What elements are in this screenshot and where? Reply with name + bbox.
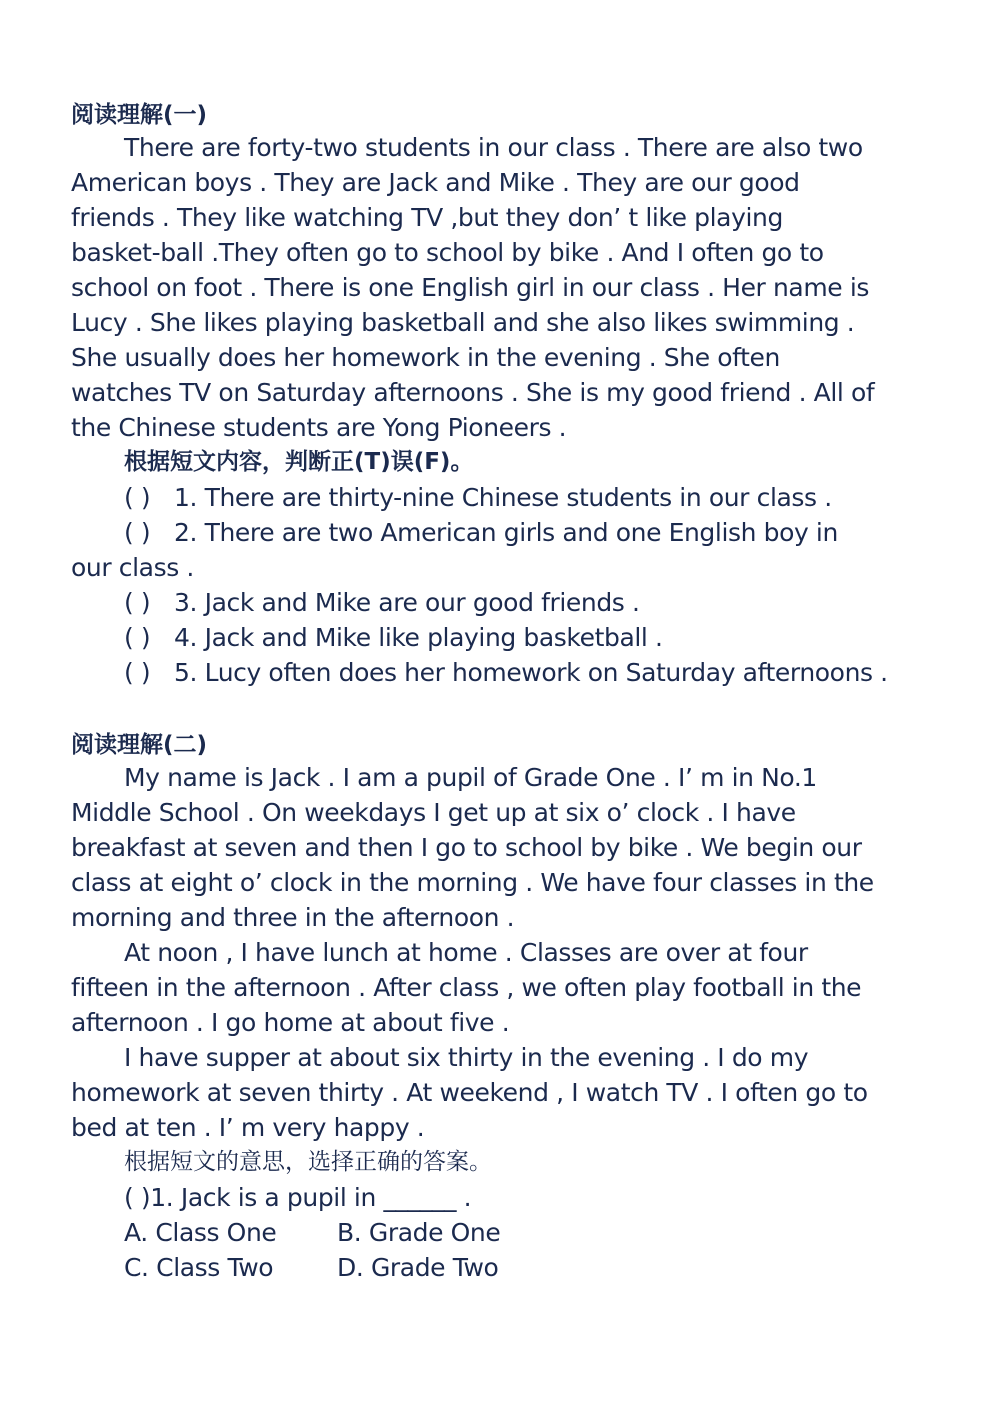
answer-bracket[interactable]: ( ) — [124, 483, 151, 512]
section1-questions — [71, 480, 927, 690]
section1-passage — [71, 130, 927, 445]
answer-bracket[interactable]: ( ) — [124, 588, 151, 617]
section1-heading: 阅读理解(一) — [71, 102, 208, 128]
passage-line: At noon , I have lunch at home . Classes are over at four — [124, 938, 808, 967]
section2-heading: 阅读理解(二) — [71, 732, 208, 758]
passage-line: bed at ten . I’ m very happy . — [71, 1113, 425, 1142]
answer-bracket[interactable]: ( ) — [124, 623, 151, 652]
section2-instruction: 根据短文的意思，选择正确的答案。 — [124, 1149, 492, 1175]
passage-line: Lucy . She likes playing basketball and she also likes swimming . — [71, 308, 855, 337]
section2-paragraph2 — [71, 935, 927, 1040]
question-text: 1. There are thirty-nine Chinese students in our class . — [174, 483, 832, 512]
passage-line: watches TV on Saturday afternoons . She is my good friend . All of — [71, 378, 875, 407]
question-item — [71, 585, 927, 620]
passage-line: class at eight o’ clock in the morning . We have four classes in the — [71, 868, 874, 897]
question-text: 5. Lucy often does her homework on Saturday afternoons . — [174, 658, 888, 687]
passage-line: breakfast at seven and then I go to school by bike . We begin our — [71, 833, 862, 862]
question-item — [71, 480, 927, 515]
passage-line: the Chinese students are Yong Pioneers . — [71, 413, 567, 442]
passage-line: American boys . They are Jack and Mike . They are our good — [71, 168, 800, 197]
passage-line: homework at seven thirty . At weekend , I watch TV . I often go to — [71, 1078, 868, 1107]
passage-line: My name is Jack . I am a pupil of Grade One . I’ m in No.1 — [124, 763, 817, 792]
passage-line: afternoon . I go home at about five . — [71, 1008, 510, 1037]
passage-line: fifteen in the afternoon . After class , we often play football in the — [71, 973, 862, 1002]
section1-instruction: 根据短文内容，判断正(T)误(F)。 — [124, 449, 474, 475]
question-item — [71, 655, 927, 690]
passage-line: There are forty-two students in our class . There are also two — [124, 133, 863, 162]
question-text: 3. Jack and Mike are our good friends . — [174, 588, 640, 617]
question-continuation: our class . — [71, 553, 194, 582]
passage-line: school on foot . There is one English girl in our class . Her name is — [71, 273, 869, 302]
option-a[interactable]: A. Class One — [124, 1218, 277, 1247]
answer-bracket[interactable]: ( ) — [124, 658, 151, 687]
passage-line: basket-ball .They often go to school by bike . And I often go to — [71, 238, 824, 267]
option-row — [71, 1250, 927, 1285]
passage-line: Middle School . On weekdays I get up at six o’ clock . I have — [71, 798, 796, 827]
worksheet-page — [71, 95, 927, 1285]
section2-paragraph3 — [71, 1040, 927, 1145]
answer-bracket[interactable]: ( ) — [124, 518, 151, 547]
question-item — [71, 620, 927, 655]
section2-paragraph1 — [71, 760, 927, 935]
question-item — [71, 515, 927, 550]
option-row — [71, 1215, 927, 1250]
question-text: 4. Jack and Mike like playing basketball . — [174, 623, 663, 652]
section-divider — [71, 690, 927, 725]
passage-line: morning and three in the afternoon . — [71, 903, 515, 932]
option-c[interactable]: C. Class Two — [124, 1253, 274, 1282]
option-b[interactable]: B. Grade One — [337, 1218, 501, 1247]
passage-line: She usually does her homework in the evening . She often — [71, 343, 780, 372]
question-item[interactable]: ( )1. Jack is a pupil in ______ . — [124, 1183, 472, 1212]
passage-line: friends . They like watching TV ,but they don’ t like playing — [71, 203, 783, 232]
question-text: 2. There are two American girls and one English boy in — [174, 518, 838, 547]
option-d[interactable]: D. Grade Two — [337, 1253, 499, 1282]
passage-line: I have supper at about six thirty in the evening . I do my — [124, 1043, 809, 1072]
